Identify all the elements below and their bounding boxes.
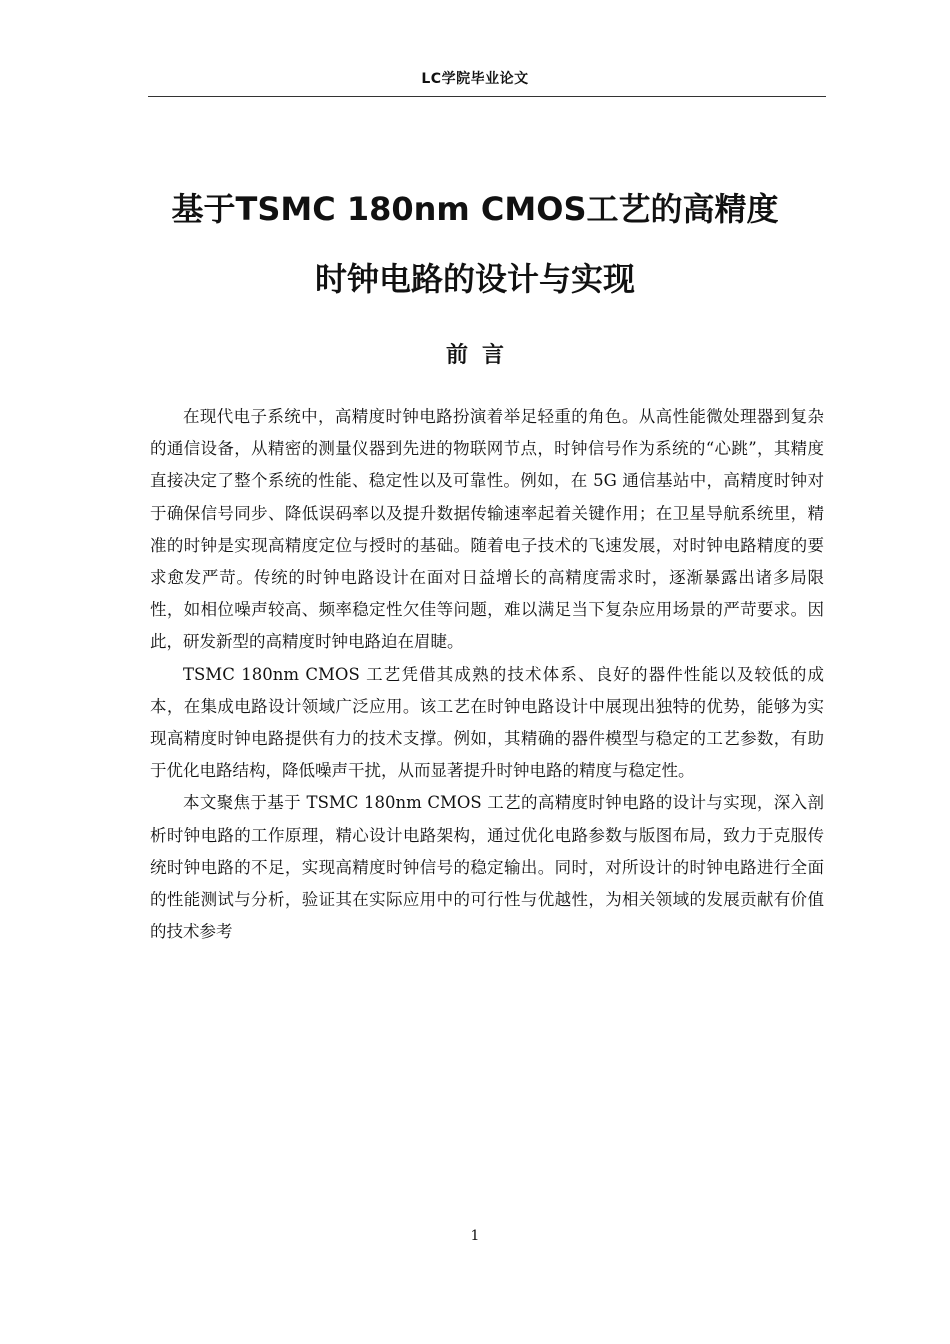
- paragraph: TSMC 180nm CMOS 工艺凭借其成熟的技术体系、良好的器件性能以及较低的成本，在集成电路设计领域广泛应用。该工艺在时钟电路设计中展现出独特的优势，能够为实现高精度时钟电路提供有力的技术支撑。例如，其精确的器件模型与稳定的工艺参数，有助于优化电路结构，降低噪声干扰，从而显著提升时钟电路的精度与稳定性。: [150, 664, 824, 781]
- section-heading-preface: 前言: [445, 343, 518, 368]
- paragraph: 在现代电子系统中，高精度时钟电路扮演着举足轻重的角色。从高性能微处理器到复杂的通信设备，从精密的测量仪器到先进的物联网节点，时钟信号作为系统的“心跳”，其精度直接决定了整个系统的性能、稳定性以及可靠性。例如，在 5G 通信基站中，高精度时钟对于确保信号同步、降低误码率以及提升数据传输速率起着关键作用；在卫星导航系统里，精准的时钟是实现高精度定位与授时的基础。随着电子技术的飞速发展，对时钟电路精度的要求愈发严苛。传统的时钟电路设计在面对日益增长的高精度需求时，逐渐暴露出诸多局限性，如相位噪声较高、频率稳定性欠佳等问题，难以满足当下复杂应用场景的严苛要求。因此，研发新型的高精度时钟电路迫在眉睫。: [150, 407, 824, 652]
- thesis-title-line-2: 时钟电路的设计与实现: [314, 260, 635, 298]
- preface-body: [150, 401, 824, 948]
- header-rule: [148, 96, 826, 97]
- thesis-title-line-1: 基于TSMC 180nm CMOS工艺的高精度: [171, 190, 779, 228]
- running-header: LC学院毕业论文: [421, 71, 529, 87]
- paragraph: 本文聚焦于基于 TSMC 180nm CMOS 工艺的高精度时钟电路的设计与实现，深入剖析时钟电路的工作原理，精心设计电路架构，通过优化电路参数与版图布局，致力于克服传统时钟电路的不足，实现高精度时钟信号的稳定输出。同时，对所设计的时钟电路进行全面的性能测试与分析，验证其在实际应用中的可行性与优越性，为相关领域的发展贡献有价值的技术参考: [150, 793, 824, 942]
- page-number: 1: [470, 1228, 480, 1244]
